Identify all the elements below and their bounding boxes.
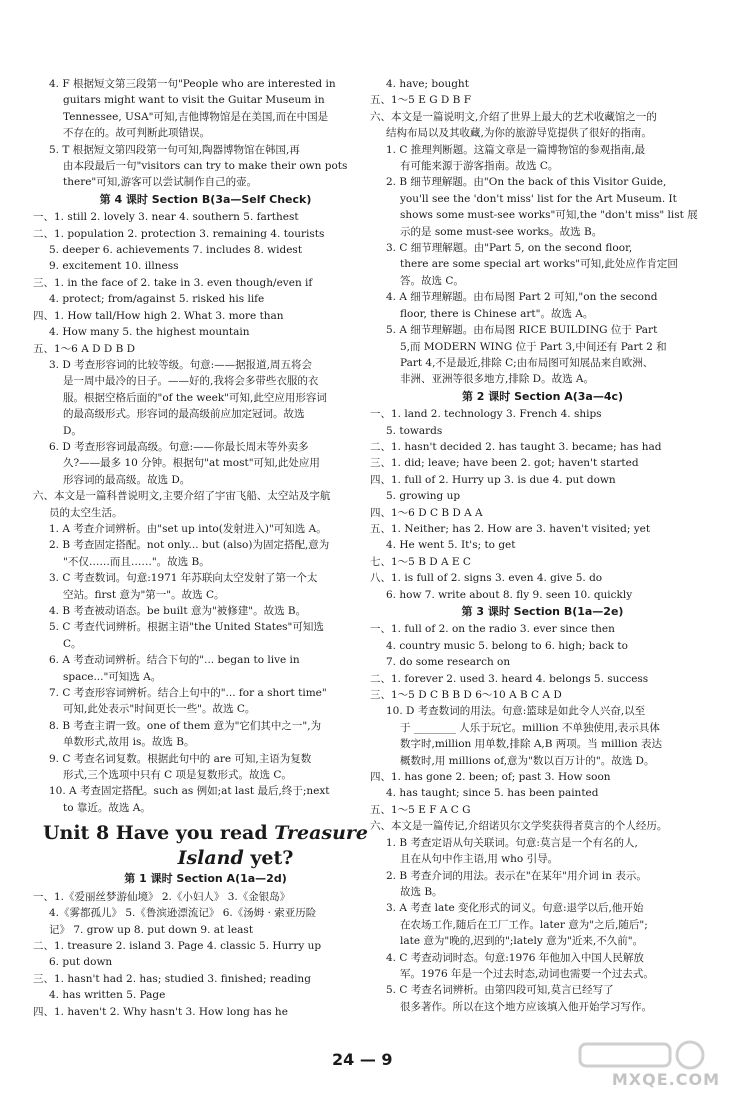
answer-line: 五、1～5 E F A C G bbox=[370, 803, 471, 816]
answer-line: 10. D 考查数词的用法。句意:篮球是如此令人兴奋,以至 bbox=[386, 705, 646, 718]
answer-line: 二、1. hasn't decided 2. has taught 3. became; has had bbox=[370, 440, 662, 453]
answer-line: 结构布局以及其收藏,为你的旅游导览提供了很好的指南。 bbox=[386, 127, 652, 140]
left-answers-part2 bbox=[33, 209, 378, 816]
right-answers-part3 bbox=[370, 621, 715, 1015]
answer-line: Part 4,不是最近,排除 C;由布局图可知展品来自欧洲、 bbox=[400, 356, 654, 369]
answer-line: 六、本文是一篇科普说明文,主要介绍了宇宙飞船、太空站及字航 bbox=[33, 490, 331, 503]
answer-line: "不仅……而且……"。故选 B。 bbox=[63, 555, 210, 568]
answer-line: 10. A 考查固定搭配。such as 例如;at last 最后,终于;next bbox=[49, 785, 330, 798]
answer-line: 1. B 考查定语从句关联词。句意:莫言是一个有名的人, bbox=[386, 836, 638, 849]
answer-line: 答。故选 C。 bbox=[400, 274, 464, 287]
answer-line: 1. A 考查介词辨析。由"set up into(发射进入)"可知选 A。 bbox=[49, 522, 327, 535]
answer-line: 一、1. still 2. lovely 3. near 4. southern 5. farthest bbox=[33, 211, 299, 224]
answer-line: 形式,三个选项中只有 C 项是复数形式。故选 C。 bbox=[63, 769, 292, 782]
answer-line: 6. A 考查动词辨析。结合下句的"... began to live in bbox=[49, 654, 300, 667]
answer-line: 三、1～5 D C B B D 6～10 A B C A D bbox=[370, 689, 562, 702]
left-answers-part3 bbox=[33, 889, 378, 1020]
answer-line: 3. A 考查 late 变化形式的词义。句意:退学以后,他开始 bbox=[386, 902, 644, 915]
answer-line: 八、1. is full of 2. signs 3. even 4. give 5. do bbox=[370, 572, 603, 585]
watermark-logo bbox=[570, 1040, 720, 1088]
answer-line: 于 ________ 人乐于玩它。million 不单独使用,表示具体 bbox=[400, 721, 660, 734]
answer-line: 3. D 考查形容词的比较等级。句意:——据报道,周五将会 bbox=[49, 358, 312, 371]
answer-line: 记》 7. grow up 8. put down 9. at least bbox=[49, 923, 254, 936]
answer-line: 7. C 考查形容词辨析。结合上句中的"... for a short time" bbox=[49, 687, 327, 700]
answer-line: 4. A 细节理解题。由布局图 Part 2 可知,"on the second bbox=[386, 291, 658, 304]
answer-line: 3. C 细节理解题。由"Part 5, on the second floor, bbox=[386, 242, 633, 255]
answer-line: 三、1. hasn't had 2. has; studied 3. finished; reading bbox=[33, 972, 311, 985]
answer-line: 二、1. treasure 2. island 3. Page 4. classic 5. Hurry up bbox=[33, 939, 322, 952]
answer-line: D。 bbox=[63, 424, 82, 437]
answer-line: 3. C 考查数词。句意:1971 年苏联向太空发射了第一个太 bbox=[49, 572, 318, 585]
answer-line: 5. A 细节理解题。由布局图 RICE BUILDING 位于 Part bbox=[386, 324, 658, 337]
unit-title-cont: Island yet? bbox=[177, 847, 294, 870]
answer-line: 示的是 some must-see works。故选 B。 bbox=[400, 225, 603, 238]
answer-line: 四、1. How tall/How high 2. What 3. more than bbox=[33, 309, 284, 322]
watermark-text: MXQE.COM bbox=[611, 1069, 720, 1089]
answer-line: 4. has written 5. Page bbox=[49, 989, 166, 1002]
page-number: 24 — 9 bbox=[332, 1050, 393, 1069]
section-heading-lesson1: 第 1 课时 Section A(1a—2d) bbox=[124, 872, 287, 886]
answer-line: 七、1～5 B D A E C bbox=[370, 555, 471, 568]
watermark-icon bbox=[570, 1040, 720, 1070]
section-heading-lesson4: 第 4 课时 Section B(3a—Self Check) bbox=[99, 192, 312, 206]
answer-line: 8. B 考查主谓一致。one of them 意为"它们其中之一",为 bbox=[49, 719, 322, 732]
answer-line: 4. country music 5. belong to 6. high; back to bbox=[386, 639, 628, 652]
answer-line: 5. C 考查代词辨析。根据主语"the United States"可知选 bbox=[49, 621, 324, 634]
answer-line: 很多著作。所以在这个地方应该填入他开始学习写作。 bbox=[400, 1000, 652, 1013]
answer-line: 1. C 推理判断题。这篇文章是一篇博物馆的参观指南,最 bbox=[386, 143, 646, 156]
answer-line: 7. do some research on bbox=[386, 656, 511, 669]
answer-line: 4. has taught; since 5. has been painted bbox=[386, 787, 599, 800]
right-column bbox=[370, 76, 715, 1015]
answer-line: to 靠近。故选 A。 bbox=[63, 801, 151, 814]
answer-line: 形容词的最高级。故选 D。 bbox=[63, 473, 191, 486]
answer-line: 六、本文是一篇说明文,介绍了世界上最大的艺术收藏馆之一的 bbox=[370, 110, 657, 123]
section-heading-lesson3: 第 3 课时 Section B(1a—2e) bbox=[461, 605, 624, 618]
answer-line: 4.《雾都孤儿》 5.《鲁滨逊漂流记》 6.《汤姆 · 索亚历险 bbox=[49, 907, 317, 920]
answer-line: 2. B 细节理解题。由"On the back of this Visitor Guide, bbox=[386, 176, 667, 189]
answer-line: 数字时,million 用单数,排除 A,B 两项。当 million 表达 bbox=[400, 738, 662, 751]
answer-line: space..."可知选 A。 bbox=[63, 670, 162, 683]
answer-line: 不存在的。故可判断此项错误。 bbox=[63, 127, 210, 140]
answer-line: 一、1.《爱丽丝梦游仙境》 2.《小妇人》 3.《金银岛》 bbox=[33, 890, 291, 903]
answer-line: 由本段最后一句"visitors can try to make their own pots bbox=[63, 160, 348, 173]
answer-line: 军。1976 年是一个过去时态,动词也需要一个过去式。 bbox=[400, 967, 654, 980]
answer-line: 四、1. full of 2. Hurry up 3. is due 4. put down bbox=[370, 473, 616, 486]
answer-line: 4. B 考查被动语态。be built 意为"被修建"。故选 B。 bbox=[49, 605, 307, 617]
answer-line: 5. deeper 6. achievements 7. includes 8. widest bbox=[49, 244, 303, 257]
answer-line: 故选 B。 bbox=[400, 885, 443, 898]
answer-line: 6. D 考查形容词最高级。句意:——你最长周末等外卖多 bbox=[49, 440, 309, 453]
answer-line: 是一周中最冷的日子。——好的,我将会多带些衣服的衣 bbox=[63, 375, 319, 388]
answer-line: 4. protect; from/against 5. risked his life bbox=[49, 293, 265, 306]
right-answers-part1 bbox=[370, 76, 715, 388]
answer-line: 4. F 根据短文第三段第一句"People who are interested in bbox=[49, 78, 336, 90]
answer-line: 五、1～6 A D D B D bbox=[33, 342, 136, 355]
right-answers-part2 bbox=[370, 406, 715, 603]
answer-line: 二、1. forever 2. used 3. heard 4. belongs 5. success bbox=[370, 672, 649, 685]
answer-line: 5,而 MODERN WING 位于 Part 3,中间还有 Part 2 和 bbox=[400, 340, 667, 353]
left-answers-part1 bbox=[33, 76, 378, 191]
answer-line: 9. excitement 10. illness bbox=[49, 260, 179, 273]
answer-line: 2. B 考查介词的用法。表示在"在某年"用介词 in 表示。 bbox=[386, 869, 647, 882]
left-column bbox=[33, 76, 378, 1020]
answer-line: 2. B 考查固定搭配。not only... but (also)为固定搭配,意为 bbox=[49, 539, 330, 552]
answer-line: C。 bbox=[63, 637, 82, 650]
answer-line: shows some must-see works"可知,the "don't miss" list 展 bbox=[400, 209, 698, 222]
answer-line: 员的太空生活。 bbox=[49, 506, 123, 519]
answer-line: 9. C 考查名词复数。根据此句中的 are 可知,主语为复数 bbox=[49, 752, 312, 765]
section-heading-lesson2: 第 2 课时 Section A(3a—4c) bbox=[461, 389, 624, 403]
answer-line: 四、1. has gone 2. been; of; past 3. How soon bbox=[370, 771, 611, 784]
answer-line: 三、1. in the face of 2. take in 3. even though/even if bbox=[33, 276, 313, 289]
answer-line: 四、1. haven't 2. Why hasn't 3. How long has he bbox=[33, 1005, 288, 1018]
answer-line: 四、1～6 D C B D A A bbox=[370, 506, 483, 519]
answer-line: 4. have; bought bbox=[386, 78, 469, 90]
answer-line: 4. C 考查动词时态。句意:1976 年他加入中国人民解放 bbox=[386, 951, 644, 964]
answer-line: 五、1～5 E G D B F bbox=[370, 94, 472, 107]
answer-line: 三、1. did; leave; have been 2. got; haven't started bbox=[370, 457, 639, 470]
answer-line: 6. how 7. write about 8. fly 9. seen 10. quickly bbox=[386, 588, 633, 601]
answer-line: 非洲、亚洲等很多地方,排除 D。故选 A。 bbox=[400, 373, 595, 386]
answer-line: 5. C 考查名词辨析。由第四段可知,莫言已经写了 bbox=[386, 984, 614, 997]
answer-line: 可知,此处表示"时间更长一些"。故选 C。 bbox=[63, 703, 256, 716]
answer-line: 4. He went 5. It's; to get bbox=[386, 539, 516, 552]
answer-line: 4. How many 5. the highest mountain bbox=[49, 326, 250, 339]
answer-line: Tennessee, USA"可知,吉他博物馆是在美国,而在中国是 bbox=[63, 110, 329, 123]
answer-line: 五、1. Neither; has 2. How are 3. haven't visited; yet bbox=[370, 522, 651, 535]
answer-line: guitars might want to visit the Guitar Museum in bbox=[63, 94, 325, 107]
answer-line: 服。根据空格后面的"of the week"可知,此空应用形容词 bbox=[63, 391, 327, 404]
answer-line: there are some special art works"可知,此处应作肯定回 bbox=[400, 258, 678, 271]
answer-line: floor, there is Chinese art"。故选 A。 bbox=[400, 307, 594, 320]
answer-line: you'll see the 'don't miss' list for the Art Museum. It bbox=[400, 192, 677, 205]
answer-line: 六、本文是一篇传记,介绍诺贝尔文学奖获得者莫言的个人经历。 bbox=[370, 820, 668, 833]
answer-line: 单数形式,故用 is。故选 B。 bbox=[63, 736, 195, 749]
answer-line: 5. T 根据短文第四段第一句可知,陶器博物馆在韩国,再 bbox=[49, 143, 300, 156]
answer-line: 概数时,用 millions of,意为"数以百万计的"。故选 D。 bbox=[400, 754, 655, 767]
answer-line: there"可知,游客可以尝试制作自己的壶。 bbox=[63, 176, 258, 189]
answer-line: 一、1. full of 2. on the radio 3. ever since then bbox=[370, 623, 615, 636]
answer-line: 一、1. land 2. technology 3. French 4. ships bbox=[370, 408, 602, 421]
answer-line: 空站。first 意为"第一"。故选 C。 bbox=[63, 588, 225, 601]
answer-line: 且在从句中作主语,用 who 引导。 bbox=[400, 853, 559, 866]
answer-line: 的最高级形式。形容词的最高级前应加定冠词。故选 bbox=[63, 408, 305, 421]
answer-line: 5. growing up bbox=[386, 490, 461, 503]
answer-line: 在农场工作,随后在工厂工作。later 意为"之后,随后"; bbox=[400, 918, 648, 931]
answer-line: 久?——最多 10 分钟。根据句"at most"可知,此处应用 bbox=[63, 457, 320, 470]
answer-line: 有可能来源于游客指南。故选 C。 bbox=[400, 160, 559, 173]
answer-line: late 意为"晚的,迟到的";lately 意为"近来,不久前"。 bbox=[400, 935, 644, 948]
unit-title: Unit 8 Have you read Treasure bbox=[42, 822, 369, 845]
answer-line: 6. put down bbox=[49, 956, 113, 969]
answer-line: 二、1. population 2. protection 3. remaining 4. tourists bbox=[33, 227, 325, 240]
answer-line: 5. towards bbox=[386, 424, 443, 437]
